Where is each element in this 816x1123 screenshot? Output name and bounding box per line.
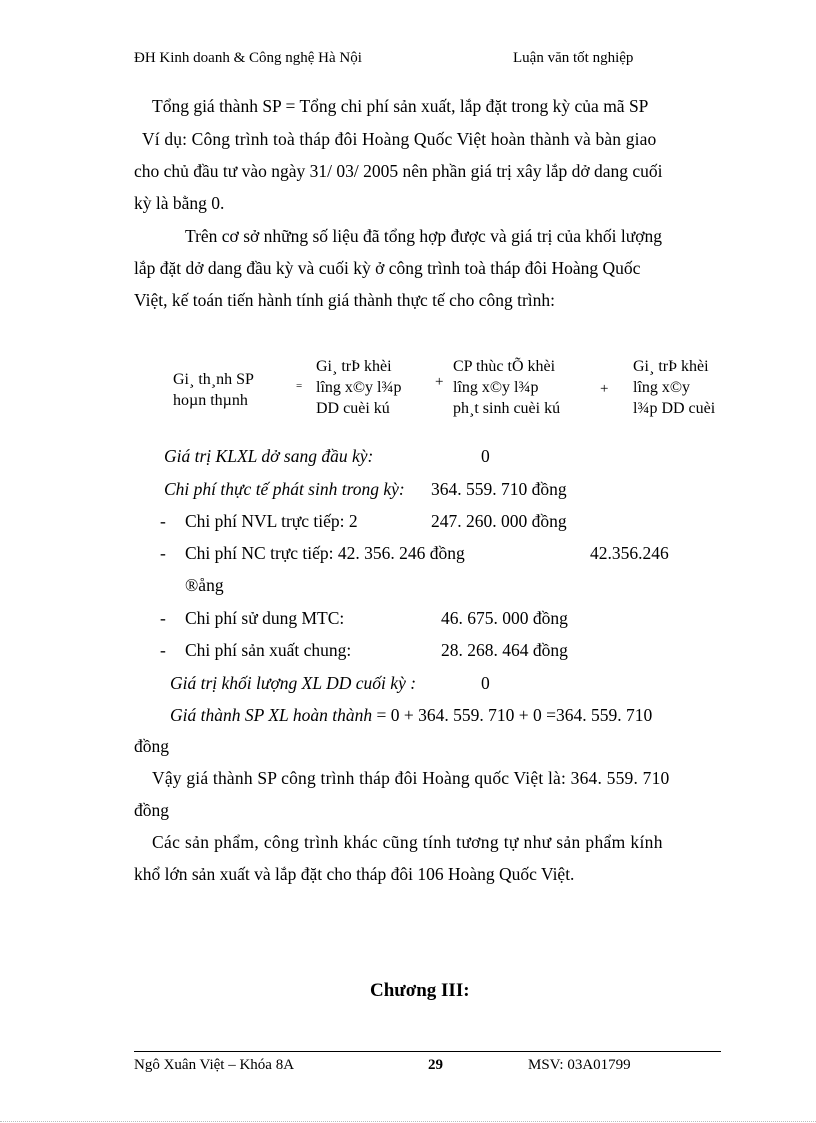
item-continuation: ®ång (185, 575, 224, 595)
item-label: Chi phí sản xuất chung: (185, 640, 352, 660)
basis-line-3: Việt, kế toán tiến hành tính giá thành thực tế cho công trình: (134, 290, 556, 310)
item-dash: - (160, 608, 166, 628)
footer-divider (134, 1051, 721, 1052)
formula-term-2: CP thùc tÕ khèi lîng x©y l¾p ph¸t sinh cuèi kú (453, 358, 561, 417)
formula-line: Tổng giá thành SP = Tổng chi phí sản xuất, lắp đặt trong kỳ của mã SP (152, 96, 649, 116)
footer-author: Ngô Xuân Việt – Khóa 8A (134, 1057, 295, 1073)
dd-end-label: Giá trị khối lượng XL DD cuối kỳ : (170, 673, 417, 693)
formula-term-3: Gi¸ trÞ khèi lîng x©y l¾p DD cuèi (633, 358, 716, 417)
header-right: Luận văn tốt nghiệp (513, 50, 634, 66)
dd-start-value: 0 (481, 446, 490, 466)
formula-term-1: Gi¸ trÞ khèi lîng x©y l¾p DD cuèi kú (316, 358, 402, 417)
actual-cost-value: 364. 559. 710 đồng (431, 479, 567, 499)
conclusion-line-1b: đồng (134, 800, 169, 820)
example-line-3: kỳ là bằng 0. (134, 193, 225, 213)
item-value: 42.356.246 (590, 543, 669, 563)
item-dash: - (160, 511, 166, 531)
dd-start-label: Giá trị KLXL dở sang đầu kỳ: (164, 446, 374, 466)
item-dash: - (160, 543, 166, 563)
basis-line-1: Trên cơ sở những số liệu đã tổng hợp được và giá trị của khối lượng (185, 226, 663, 246)
item-value: 46. 675. 000 đồng (441, 608, 568, 628)
item-value: 28. 268. 464 đồng (441, 640, 568, 660)
header-left: ĐH Kinh doanh & Công nghệ Hà Nội (134, 50, 362, 66)
total-expression: = 0 + 364. 559. 710 + 0 =364. 559. 710 (372, 705, 653, 725)
footer-msv: MSV: 03A01799 (528, 1057, 631, 1073)
formula-plus-1: + (435, 374, 444, 390)
item-label: Chi phí NVL trực tiếp: 2 (185, 511, 358, 531)
item-label: Chi phí NC trực tiếp: 42. 356. 246 đồng (185, 543, 465, 563)
total-unit: đồng (134, 736, 169, 756)
total-label: Giá thành SP XL hoàn thành (170, 705, 373, 725)
conclusion-line-3: khổ lớn sản xuất và lắp đặt cho tháp đôi 106 Hoàng Quốc Việt. (134, 864, 575, 884)
example-line-1: Ví dụ: Công trình toà tháp đôi Hoàng Quốc Việt hoàn thành và bàn giao (142, 129, 657, 149)
item-dash: - (160, 640, 166, 660)
item-label: Chi phí sử dung MTC: (185, 608, 345, 628)
basis-line-2: lắp đặt dở dang đầu kỳ và cuối kỳ ở công trình toà tháp đôi Hoàng Quốc (134, 258, 641, 278)
conclusion-line-2: Các sản phẩm, công trình khác cũng tính tương tự như sản phẩm kính (152, 832, 663, 852)
dd-end-value: 0 (481, 673, 490, 693)
page-bottom-edge (0, 1121, 816, 1122)
example-line-2: cho chủ đầu tư vào ngày 31/ 03/ 2005 nên phần giá trị xây lắp dở dang cuối (134, 161, 663, 181)
actual-cost-label: Chi phí thực tế phát sinh trong kỳ: (164, 479, 405, 499)
conclusion-line-1: Vậy giá thành SP công trình tháp đôi Hoàng quốc Việt là: 364. 559. 710 (152, 768, 670, 788)
formula-equals: = (296, 380, 303, 392)
page-number: 29 (428, 1057, 443, 1073)
item-value: 247. 260. 000 đồng (431, 511, 567, 531)
total-line (170, 705, 652, 726)
formula-plus-2: + (600, 381, 609, 397)
formula-lhs: Gi¸ th¸nh SP hoµn thµnh (173, 371, 254, 409)
chapter-title: Chương III: (370, 980, 470, 1001)
